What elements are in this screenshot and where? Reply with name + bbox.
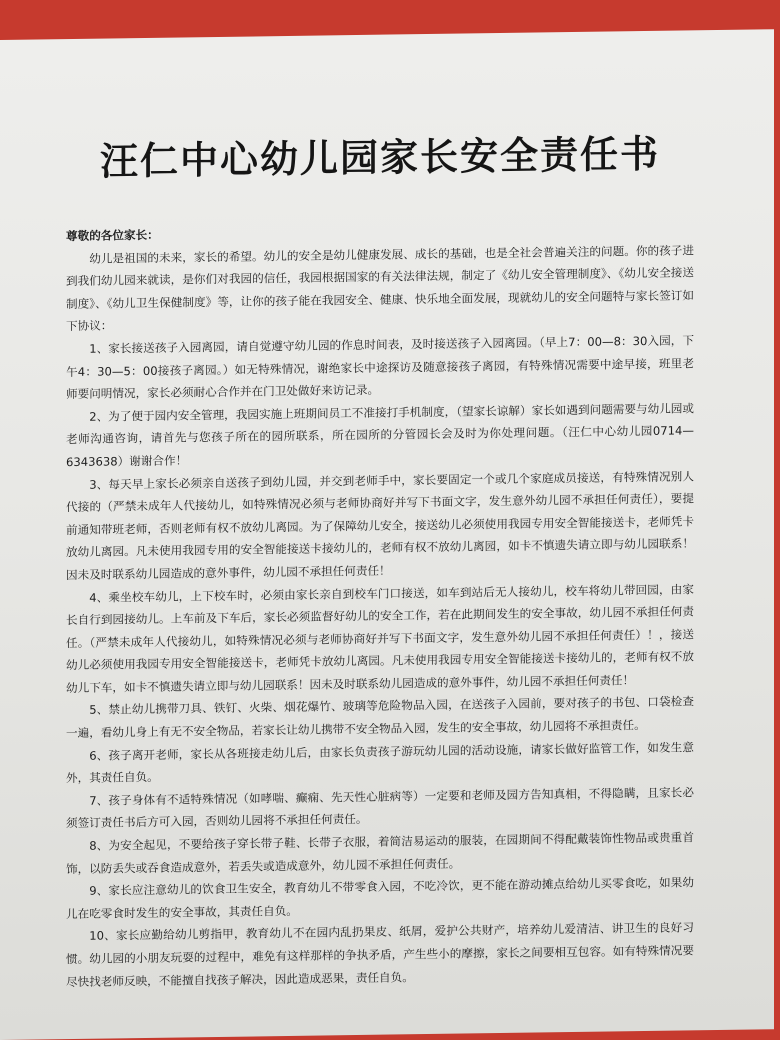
clause-1: 1、家长接送孩子入园离园，请自觉遵守幼儿园的作息时间表，及时接送孩子入园离园。（早上7：00—8：30入园，下午4：30—5：00接孩子离园。）如无特殊情况，谢绝家长中途探访及随意接孩子离园，有特殊情况需要中途早接，班里老师要问明情况，家长必须耐心合作并在门卫处做好来访记录。 bbox=[66, 333, 694, 402]
clause-10: 10、家长应勤给幼儿剪指甲，教育幼儿不在园内乱扔果皮、纸屑，爱护公共财产，培养幼儿爱清洁、讲卫生的良好习惯。幼儿园的小朋友玩耍的过程中，难免有这样那样的争执矛盾，产生些小的摩擦，家长之间要相互包容。如有特殊情况要尽快找老师反映，不能擅自找孩子解决，因此造成恶果，责任自负。 bbox=[66, 920, 694, 989]
clause-5: 5、禁止幼儿携带刀具、铁钉、火柴、烟花爆竹、玻璃等危险物品入园，在送孩子入园前，要对孩子的书包、口袋检查一遍，看幼儿身上有无不安全物品，若家长让幼儿携带不安全物品入园，发生的安全事故，幼儿园将不承担责任。 bbox=[66, 694, 694, 741]
greeting: 尊敬的各位家长： bbox=[66, 227, 159, 244]
clause-8: 8、为安全起见，不要给孩子穿长带子鞋、长带子衣服，着简洁易运动的服装，在园期间不得配戴装饰性物品或贵重首饰，以防丢失或吞食造成意外，若丢失或造成意外，幼儿园不承担任何责任。 bbox=[66, 830, 694, 876]
clause-4: 4、乘坐校车幼儿，上下校车时，必须由家长亲自到校车门口接送，如车到站后无人接幼儿，校车将幼儿带回园，由家长自行到园接幼儿。上车前及下车后，家长必须监督好幼儿的安全工作，若在此期间发生的安全事故，幼儿园不承担任何责任。（严禁未成年人代接幼儿，如特殊情况必须与老师协商好并写下书面文字，发生意外幼儿园不承担任何责任）！，接送幼儿必须使用我园专用安全智能接送卡，老师凭卡放幼儿离园。凡未使用我园专用安全智能接送卡接幼儿的，老师有权不放幼儿下车，如卡不慎遗失请立即与幼儿园联系！因未及时联系幼儿园造成的意外事件，幼儿园不承担任何责任！ bbox=[66, 581, 694, 695]
document-sheet bbox=[0, 29, 774, 1040]
document-body bbox=[66, 216, 694, 993]
clause-7: 7、孩子身体有不适特殊情况（如哮喘、癫痫、先天性心脏病等）一定要和老师及园方告知真相，不得隐瞒，且家长必须签订责任书后方可入园，否则幼儿园将不承担任何责任。 bbox=[66, 785, 694, 831]
clause-9: 9、家长应注意幼儿的饮食卫生安全，教育幼儿不带零食入园，不吃冷饮，更不能在游动摊点给幼儿买零食吃，如果幼儿在吃零食时发生的安全事故，其责任自负。 bbox=[66, 875, 694, 921]
clause-2: 2、为了便于园内安全管理，我园实施上班期间员工不准接打手机制度，（望家长谅解）家长如遇到问题需要与幼儿园或老师沟通咨询，请首先与您孩子所在的园所联系，所在园所的分管园长会及时为你处理问题。（汪仁中心幼儿园0714—6343638）谢谢合作！ bbox=[66, 401, 694, 470]
clause-3: 3、每天早上家长必须亲自送孩子到幼儿园，并交到老师手中，家长要固定一个或几个家庭成员接送，有特殊情况别人代接的（严禁未成年人代接幼儿，如特殊情况必须与老师协商好并写下书面文字，发生意外幼儿园不承担任何责任），要提前通知带班老师，否则老师有权不放幼儿离园。为了保障幼儿安全，接送幼儿必须使用我园专用安全智能接送卡，老师凭卡放幼儿离园。凡未使用我园专用的安全智能接送卡接幼儿的，老师有权不放幼儿离园，如卡不慎遗失请立即与幼儿园联系！因未及时联系幼儿园造成的意外事件，幼儿园不承担任何责任！ bbox=[66, 468, 694, 582]
clause-6: 6、孩子离开老师，家长从各班接走幼儿后，由家长负责孩子游玩幼儿园的活动设施，请家长做好监管工作，如发生意外，其责任自负。 bbox=[66, 739, 694, 786]
document-title: 汪仁中心幼儿园家长安全责任书 bbox=[99, 130, 660, 184]
intro-paragraph: 幼儿是祖国的未来，家长的希望。幼儿的安全是幼儿健康发展、成长的基础，也是全社会普遍关注的问题。你的孩子进到我们幼儿园来就读，是你们对我园的信任，我园根据国家的有关法律法规，制定了《幼儿安全管理制度》、《幼儿安全接送制度》、《幼儿卫生保健制度》等，让你的孩子能在我园安全、健康、快乐地全面发展，现就幼儿的安全问题特与家长签订如下协议： bbox=[66, 242, 694, 334]
